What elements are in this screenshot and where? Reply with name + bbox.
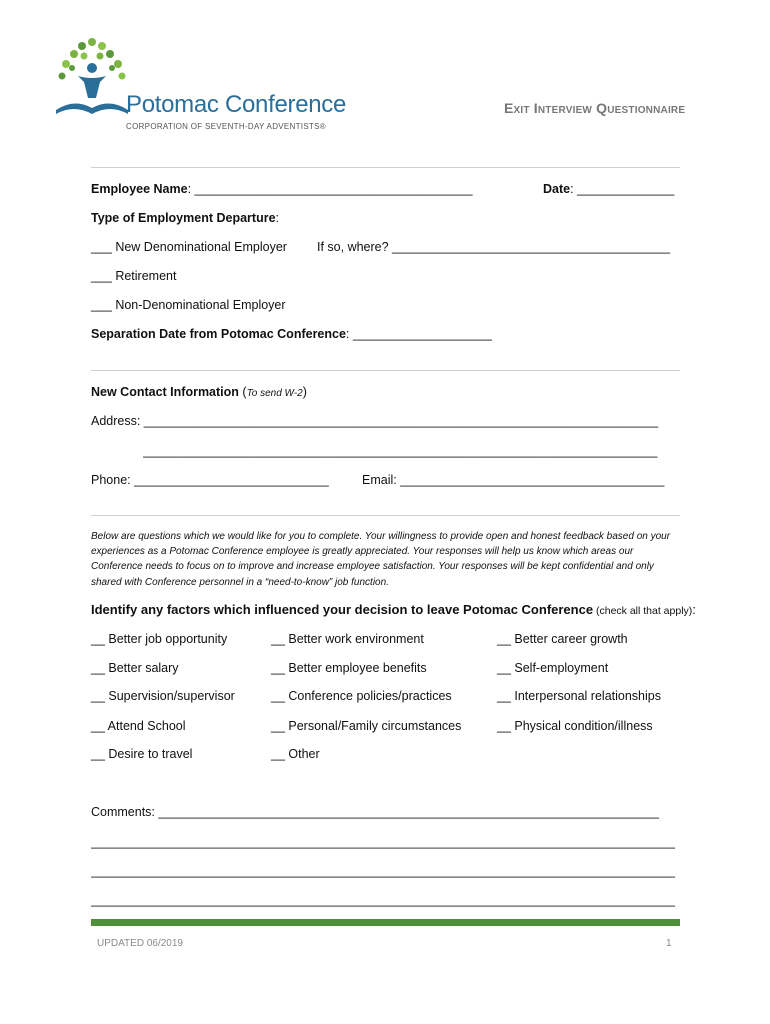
option-retirement[interactable]: ___ Retirement xyxy=(91,269,177,283)
separation-date-field[interactable] xyxy=(91,327,492,341)
factor-physical-condition[interactable]: __ Physical condition/illness xyxy=(497,719,653,733)
divider xyxy=(91,370,680,371)
departure-heading: Type of Employment Departure: xyxy=(91,211,280,225)
logo xyxy=(52,36,347,136)
logo-subtitle: CORPORATION OF SEVENTH-DAY ADVENTISTS® xyxy=(126,122,326,131)
tree-logo-icon xyxy=(52,36,132,118)
date-line: : ______________ xyxy=(570,182,675,196)
factor-better-job-opportunity[interactable]: __ Better job opportunity xyxy=(91,632,228,646)
comments-field[interactable]: Comments: ________________________________________________________________________ xyxy=(91,805,659,819)
logo-name: Potomac Conference xyxy=(126,91,347,118)
contact-heading: New Contact Information (To send W-2) xyxy=(91,385,307,399)
factor-conference-policies[interactable]: __ Conference policies/practices xyxy=(271,689,452,703)
page-number: 1 xyxy=(666,938,672,949)
employee-name-field[interactable] xyxy=(91,182,473,196)
comments-line[interactable]: ____________________________________________________________________________________ xyxy=(91,864,675,878)
date-label: Date xyxy=(543,182,571,196)
factor-supervision[interactable]: __ Supervision/supervisor xyxy=(91,689,235,703)
factor-better-salary[interactable]: __ Better salary xyxy=(91,661,179,675)
intro-paragraph: Below are questions which we would like for you to complete. Your willingness to provide open and honest feedback based on your experiences as a Potomac Conference employee is greatly appreciated. Your responses will help us know which areas our Conference needs to focus on to improve and increase employee satisfaction. Your responses will be kept confidential and only shared with Conference personnel in a “need-to-know” job function. xyxy=(91,531,671,588)
factor-personal-family[interactable]: __ Personal/Family circumstances xyxy=(271,719,462,733)
date-field[interactable] xyxy=(543,182,674,196)
employee-name-line: : ________________________________________ xyxy=(187,182,473,196)
option-non-denominational[interactable]: ___ Non-Denominational Employer xyxy=(91,298,286,312)
divider xyxy=(91,515,680,516)
factor-better-career-growth[interactable]: __ Better career growth xyxy=(497,632,628,646)
address-field[interactable]: Address: __________________________________________________________________________ xyxy=(91,414,659,428)
updated-date: UPDATED 06/2019 xyxy=(97,938,183,949)
factor-self-employment[interactable]: __ Self-employment xyxy=(497,661,609,675)
option-new-denominational[interactable]: ___ New Denominational Employer xyxy=(91,240,287,254)
factor-better-work-environment[interactable]: __ Better work environment xyxy=(271,632,424,646)
factor-other[interactable]: __ Other xyxy=(271,747,320,761)
divider xyxy=(91,167,680,168)
footer-bar xyxy=(91,919,680,926)
factor-attend-school[interactable]: __ Attend School xyxy=(91,719,186,733)
address-line-2[interactable]: __________________________________________________________________________ xyxy=(143,444,658,458)
factor-better-employee-benefits[interactable]: __ Better employee benefits xyxy=(271,661,427,675)
comments-line[interactable]: ____________________________________________________________________________________ xyxy=(91,835,675,849)
factor-desire-to-travel[interactable]: __ Desire to travel xyxy=(91,747,193,761)
employee-name-label: Employee Name xyxy=(91,182,188,196)
if-so-where-field[interactable]: If so, where? ________________________________________ xyxy=(317,240,671,254)
email-field[interactable]: Email: ______________________________________ xyxy=(362,473,665,487)
phone-field[interactable]: Phone: ____________________________ xyxy=(91,473,329,487)
comments-line[interactable]: ____________________________________________________________________________________ xyxy=(91,893,675,907)
page-title: Exit Interview Questionnaire xyxy=(504,100,686,116)
separation-date-label: Separation Date from Potomac Conference xyxy=(91,327,346,341)
separation-date-line: : ____________________ xyxy=(345,327,492,341)
factors-heading: Identify any factors which influenced your decision to leave Potomac Conference (check all that apply): xyxy=(91,602,696,617)
factor-interpersonal-relationships[interactable]: __ Interpersonal relationships xyxy=(497,689,661,703)
